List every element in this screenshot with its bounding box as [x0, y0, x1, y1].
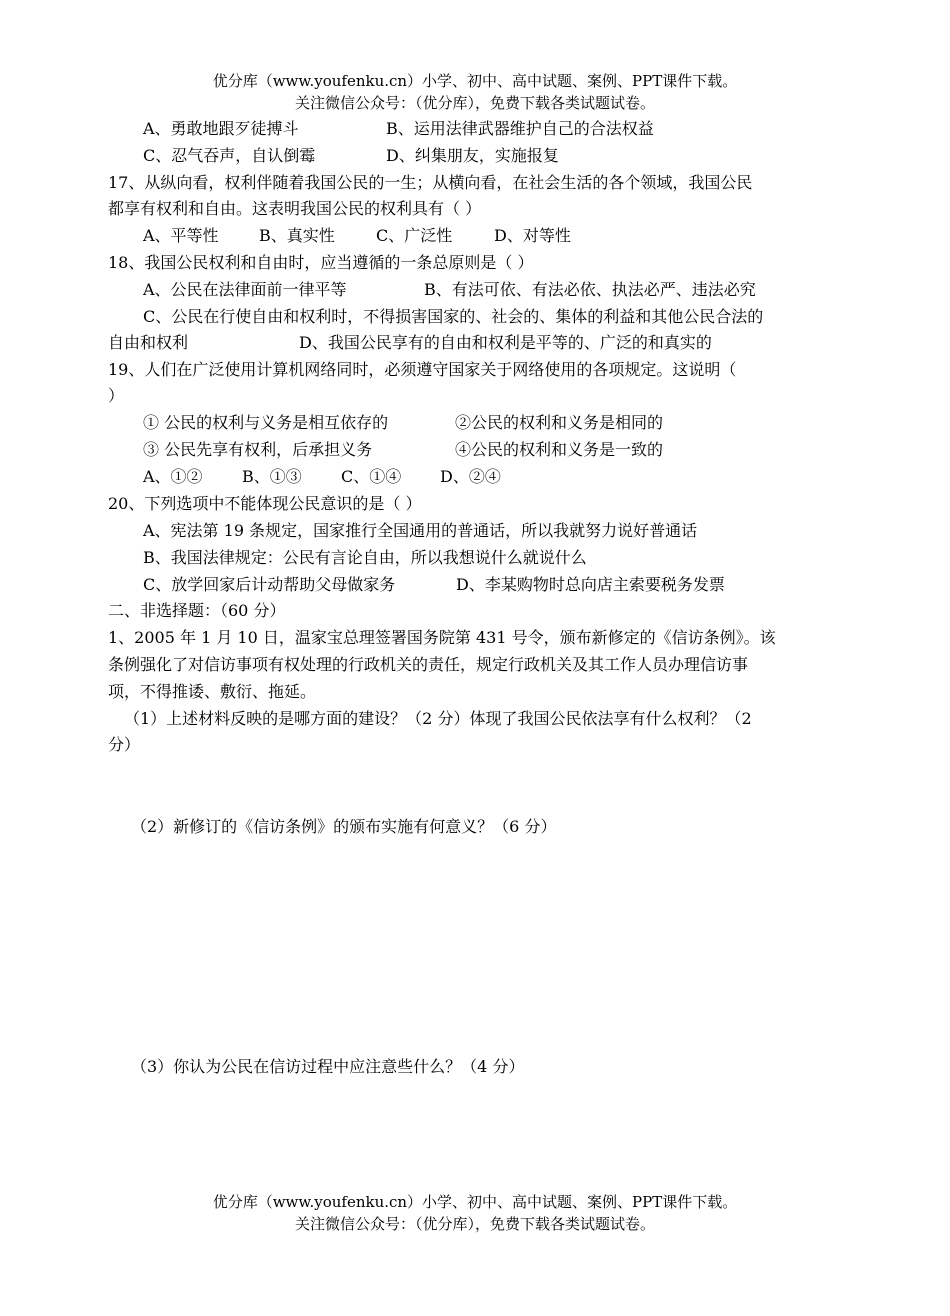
q17-stem-line-1: 17、从纵向看，权利伴随着我国公民的一生；从横向看，在社会生活的各个领域，我国公民 — [108, 173, 753, 192]
sub-question-1-line-2: 分） — [108, 735, 141, 754]
q18-option-b: B、有法可依、有法必依、执法必严、违法必究 — [424, 280, 756, 299]
q16-option-c: C、忍气吞声，自认倒霉 — [143, 146, 316, 165]
material-line-1: 1、2005 年 1 月 10 日，温家宝总理签署国务院第 431 号令，颁布新修定的《信访条例》。该 — [108, 628, 776, 647]
q19-item-2: ②公民的权利和义务是相同的 — [455, 413, 664, 432]
q20-stem: 20、下列选项中不能体现公民意识的是（ ） — [108, 494, 422, 513]
page-footer-line-1: 优分库（www.youfenku.cn）小学、初中、高中试题、案例、PPT课件下载。 — [212, 1193, 738, 1211]
sub-question-3: （3）你认为公民在信访过程中应注意些什么？（4 分） — [131, 1057, 525, 1076]
q19-stem-line-1: 19、人们在广泛使用计算机网络同时，必须遵守国家关于网络使用的各项规定。这说明（ — [108, 360, 737, 379]
material-line-2: 条例强化了对信访事项有权处理的行政机关的责任，规定行政机关及其工作人员办理信访事 — [108, 655, 749, 674]
q19-option-c: C、①④ — [341, 467, 402, 486]
page-header-line-1: 优分库（www.youfenku.cn）小学、初中、高中试题、案例、PPT课件下载。 — [212, 72, 738, 90]
q19-items-row-2 — [0, 437, 950, 463]
q18-option-c-line-2: 自由和权利 — [108, 333, 189, 352]
q20-option-c: C、放学回家后计动帮助父母做家务 — [143, 575, 396, 594]
q20-option-b: B、我国法律规定：公民有言论自由，所以我想说什么就说什么 — [143, 548, 587, 567]
q18-option-c-line-1: C、公民在行使自由和权利时，不得损害国家的、社会的、集体的利益和其他公民合法的 — [143, 307, 764, 326]
q20-options-row — [0, 572, 950, 598]
q19-options-row — [0, 464, 950, 490]
q16-option-b: B、运用法律武器维护自己的合法权益 — [386, 119, 654, 138]
sub-question-2: （2）新修订的《信访条例》的颁布实施有何意义？（6 分） — [131, 817, 557, 836]
sub-question-1-line-1: （1）上述材料反映的是哪方面的建设？（2 分）体现了我国公民依法享有什么权利？（2 — [124, 709, 752, 728]
q20-option-d: D、李某购物时总向店主索要税务发票 — [456, 575, 725, 594]
q19-option-a: A、①② — [143, 467, 203, 486]
q20-option-a: A、宪法第 19 条规定，国家推行全国通用的普通话，所以我就努力说好普通话 — [143, 521, 698, 540]
section-2-title: 二、非选择题：（60 分） — [108, 601, 286, 620]
q17-option-d: D、对等性 — [494, 226, 571, 245]
page-footer-line-2: 关注微信公众号：（优分库），免费下载各类试题试卷。 — [294, 1215, 655, 1233]
q16-option-d: D、纠集朋友，实施报复 — [386, 146, 559, 165]
q17-option-c: C、广泛性 — [376, 226, 453, 245]
q17-stem-line-2: 都享有权利和自由。这表明我国公民的权利具有（ ） — [108, 199, 482, 218]
q16-options-row-2 — [0, 143, 950, 169]
q19-item-1: ① 公民的权利与义务是相互依存的 — [143, 413, 389, 432]
q18-stem: 18、我国公民权利和自由时，应当遵循的一条总原则是（ ） — [108, 253, 534, 272]
q19-option-b: B、①③ — [242, 467, 302, 486]
q19-items-row-1 — [0, 410, 950, 436]
q17-option-a: A、平等性 — [143, 226, 219, 245]
q19-item-3: ③ 公民先享有权利，后承担义务 — [143, 440, 373, 459]
q19-item-4: ④公民的权利和义务是一致的 — [455, 440, 664, 459]
q16-options-row-1 — [0, 116, 950, 142]
q17-options-row — [0, 223, 950, 249]
q16-option-a: A、勇敢地跟歹徒搏斗 — [143, 119, 299, 138]
q18-options-row-3 — [0, 330, 950, 356]
page-header-line-2: 关注微信公众号：（优分库），免费下载各类试题试卷。 — [294, 94, 655, 112]
q18-option-d: D、我国公民享有的自由和权利是平等的、广泛的和真实的 — [299, 333, 712, 352]
q19-stem-line-2: ） — [108, 386, 125, 405]
q19-option-d: D、②④ — [440, 467, 501, 486]
q18-options-row-1 — [0, 277, 950, 303]
q18-option-a: A、公民在法律面前一律平等 — [143, 280, 347, 299]
material-line-3: 项，不得推诿、敷衍、拖延。 — [108, 682, 317, 701]
q17-option-b: B、真实性 — [259, 226, 335, 245]
